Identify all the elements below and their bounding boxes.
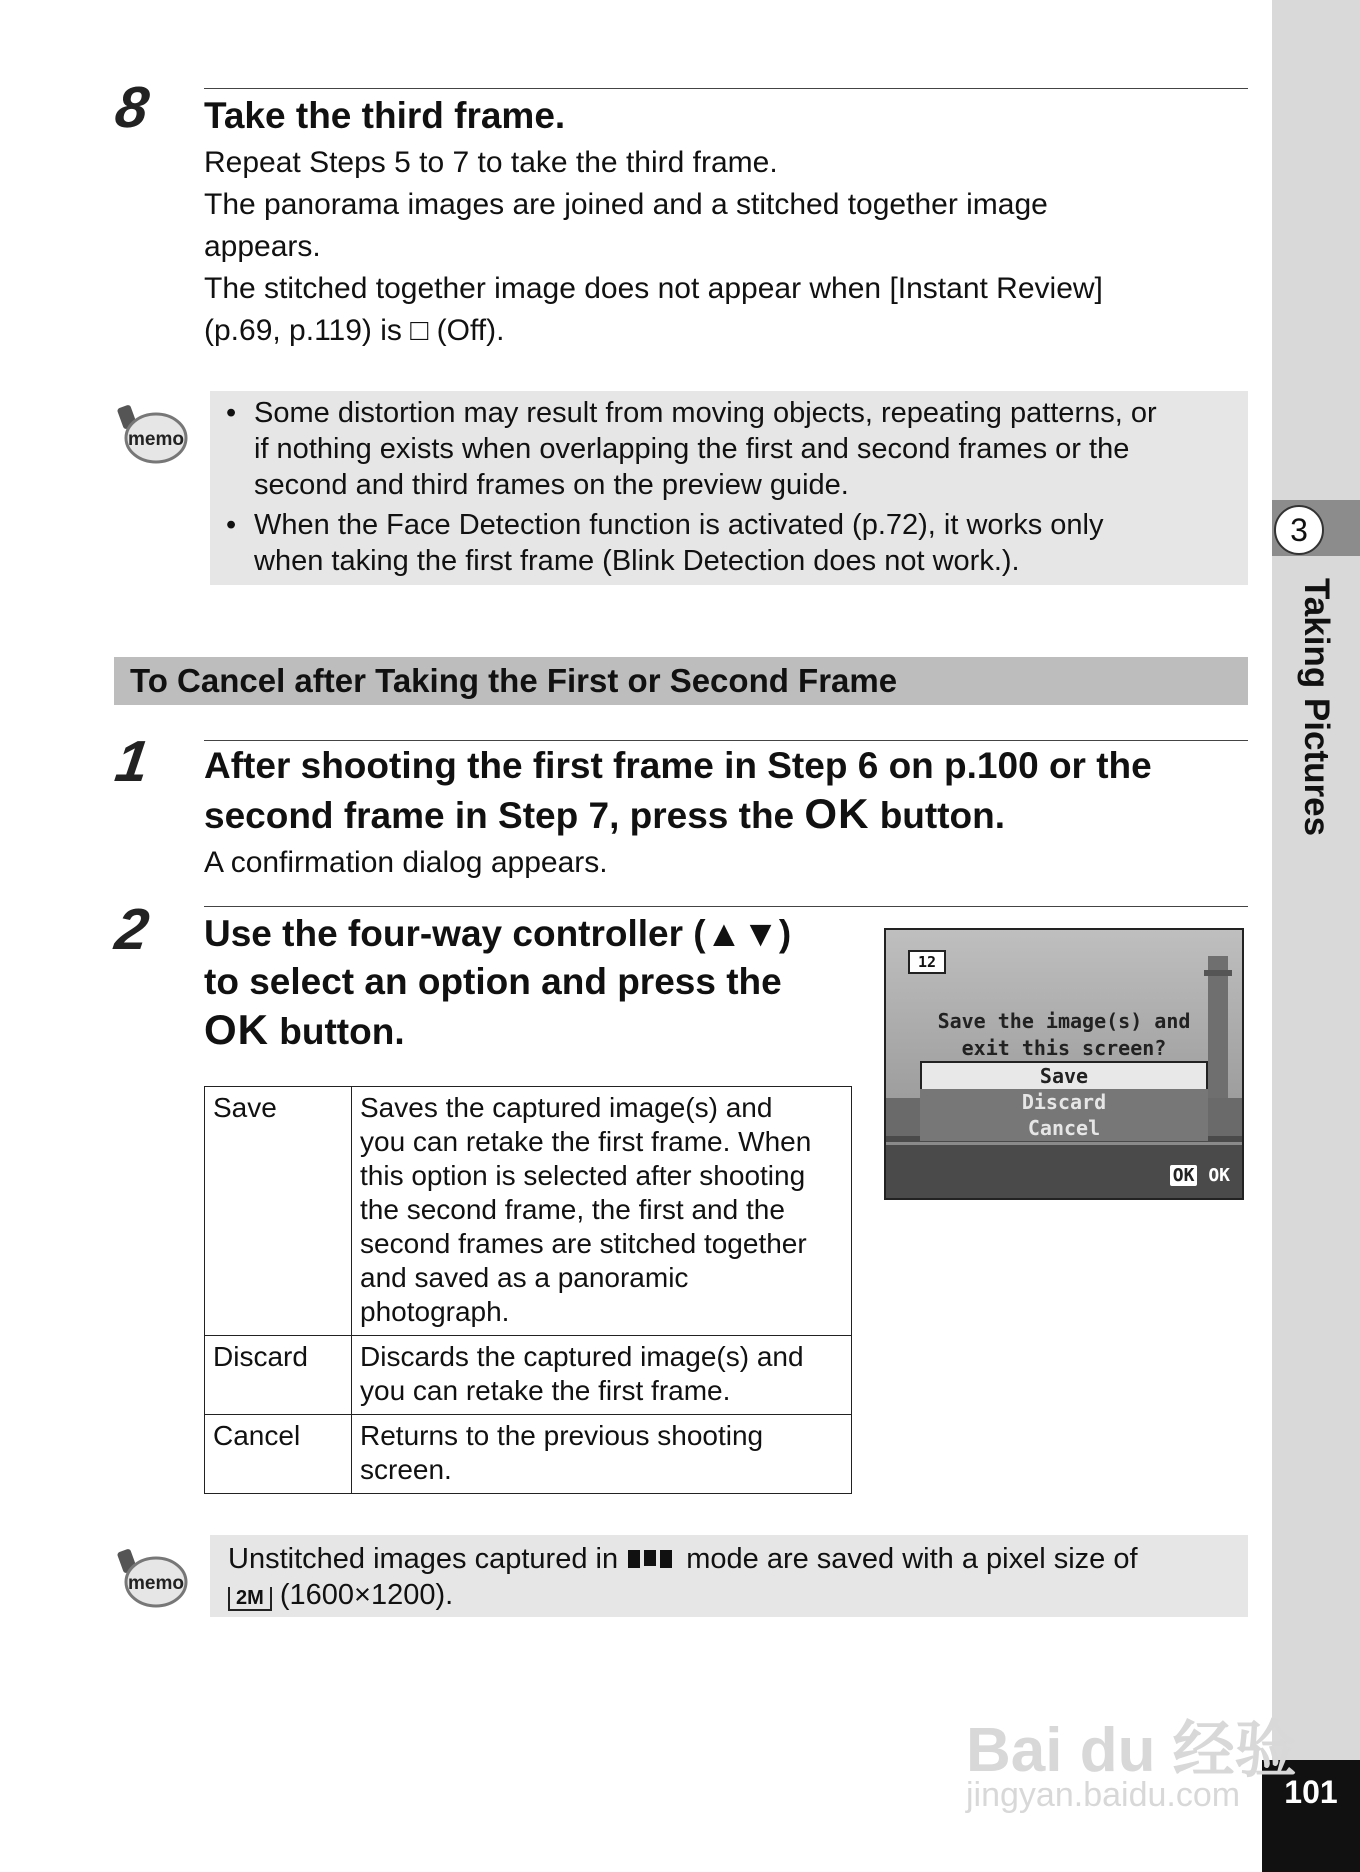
chapter-title: Taking Pictures bbox=[1297, 578, 1336, 837]
step2-title bbox=[204, 910, 791, 1056]
memo-line: second and third frames on the preview guide. bbox=[254, 469, 849, 501]
divider-line bbox=[204, 906, 1248, 907]
step-number-1: 1 bbox=[111, 729, 153, 794]
divider-line bbox=[204, 740, 1248, 741]
option-description bbox=[352, 1336, 852, 1415]
dialog-option-save[interactable]: Save bbox=[920, 1061, 1208, 1091]
description-line: this option is selected after shooting bbox=[360, 1160, 806, 1191]
memo-line: • Some distortion may result from moving objects, repeating patterns, or bbox=[254, 397, 1157, 429]
description-line: photograph. bbox=[360, 1296, 510, 1327]
memo2-text-part: mode are saved with a pixel size of bbox=[678, 1543, 1138, 1575]
description-line: Returns to the previous shooting bbox=[360, 1420, 764, 1451]
table-row bbox=[205, 1415, 852, 1494]
step1-title-text: button. bbox=[869, 795, 1006, 836]
section-title: To Cancel after Taking the First or Second Frame bbox=[130, 662, 898, 699]
description-line: you can retake the first frame. bbox=[360, 1375, 731, 1406]
dialog-prompt bbox=[886, 1008, 1242, 1062]
description-line: Saves the captured image(s) and bbox=[360, 1092, 773, 1123]
memo2-text-part: Unstitched images captured in bbox=[228, 1543, 627, 1575]
size-2m-icon: 2M bbox=[228, 1587, 272, 1611]
memo2-line bbox=[228, 1577, 1248, 1613]
dialog-options-list bbox=[920, 1089, 1208, 1141]
ok-button-glyph: OK bbox=[804, 790, 870, 837]
memo2-text-part: (1600×1200). bbox=[271, 1579, 454, 1611]
baidu-watermark: Bai du 经验 bbox=[966, 1716, 1297, 1785]
prompt-line: exit this screen? bbox=[961, 1036, 1167, 1060]
step8-line: appears. bbox=[204, 230, 321, 263]
option-name: Cancel bbox=[205, 1415, 352, 1494]
memo-line: if nothing exists when overlapping the first and second frames or the bbox=[254, 433, 1130, 465]
memo2-line bbox=[228, 1541, 1248, 1577]
description-line: the second frame, the first and the bbox=[360, 1194, 785, 1225]
memo2-text bbox=[210, 1535, 1248, 1613]
step1-body: A confirmation dialog appears. bbox=[204, 846, 608, 879]
ok-hint bbox=[1170, 1165, 1230, 1186]
memo-icon bbox=[116, 1546, 188, 1610]
memo-bullet bbox=[210, 395, 1248, 503]
step8-line: The stitched together image does not appear when [Instant Review] bbox=[204, 272, 1103, 305]
description-line: second frames are stitched together bbox=[360, 1228, 807, 1259]
description-line: you can retake the first frame. When bbox=[360, 1126, 812, 1157]
prompt-line: Save the image(s) and bbox=[937, 1009, 1191, 1033]
memo-icon bbox=[116, 402, 188, 466]
memo-box bbox=[210, 1535, 1248, 1617]
step-number-8: 8 bbox=[111, 75, 153, 140]
step8-line: (p.69, p.119) is □ (Off). bbox=[204, 314, 505, 347]
memo-icon-label: memo bbox=[128, 1573, 184, 1594]
step2-title-line bbox=[204, 1006, 791, 1056]
memo-bullet bbox=[210, 507, 1248, 579]
step8-body bbox=[204, 142, 1103, 352]
dialog-option-cancel[interactable]: Cancel bbox=[1027, 1116, 1101, 1140]
step8-line: Repeat Steps 5 to 7 to take the third frame. bbox=[204, 146, 778, 179]
step1-title bbox=[204, 742, 1152, 840]
step1-title-line: After shooting the first frame in Step 6 on p.100 or the bbox=[204, 745, 1152, 786]
step1-title-text: second frame in Step 7, press the bbox=[204, 795, 805, 836]
chapter-number: 3 bbox=[1274, 505, 1324, 555]
memo-box bbox=[210, 391, 1248, 585]
option-name: Save bbox=[205, 1087, 352, 1336]
description-line: and saved as a panoramic bbox=[360, 1262, 689, 1293]
option-description bbox=[352, 1415, 852, 1494]
description-line: screen. bbox=[360, 1454, 452, 1485]
section-header bbox=[114, 657, 1248, 705]
table-row bbox=[205, 1336, 852, 1415]
camera-screen bbox=[884, 928, 1244, 1200]
memo-line: when taking the first frame (Blink Detection does not work.). bbox=[254, 545, 1020, 577]
panorama-mode-badge: 12 bbox=[908, 950, 946, 974]
step2-title-text: button. bbox=[269, 1011, 405, 1052]
ok-button-glyph: OK bbox=[204, 1006, 269, 1053]
dialog-option-discard[interactable]: Discard bbox=[1021, 1090, 1107, 1114]
options-table bbox=[204, 1086, 852, 1494]
description-line: Discards the captured image(s) and bbox=[360, 1341, 804, 1372]
step2-title-line: Use the four-way controller (▲▼) bbox=[204, 913, 792, 954]
step1-title-line bbox=[204, 790, 1152, 840]
table-row bbox=[205, 1087, 852, 1336]
step2-title-line: to select an option and press the bbox=[204, 961, 782, 1002]
step-number-2: 2 bbox=[111, 897, 153, 962]
step8-title: Take the third frame. bbox=[204, 95, 566, 136]
option-name: Discard bbox=[205, 1336, 352, 1415]
memo-icon-label: memo bbox=[128, 429, 184, 450]
option-description bbox=[352, 1087, 852, 1336]
ok-hint-label: OK bbox=[1208, 1165, 1230, 1186]
page-number-text: 101 bbox=[1284, 1774, 1338, 1810]
sidebar bbox=[1272, 0, 1360, 1872]
memo-line: • When the Face Detection function is activated (p.72), it works only bbox=[254, 509, 1104, 541]
ok-key-icon: OK bbox=[1170, 1165, 1198, 1186]
divider-line bbox=[204, 88, 1248, 89]
step8-line: The panorama images are joined and a stitched together image bbox=[204, 188, 1048, 221]
panorama-mode-icon bbox=[626, 1546, 678, 1570]
baidu-watermark-url: jingyan.baidu.com bbox=[966, 1776, 1241, 1814]
